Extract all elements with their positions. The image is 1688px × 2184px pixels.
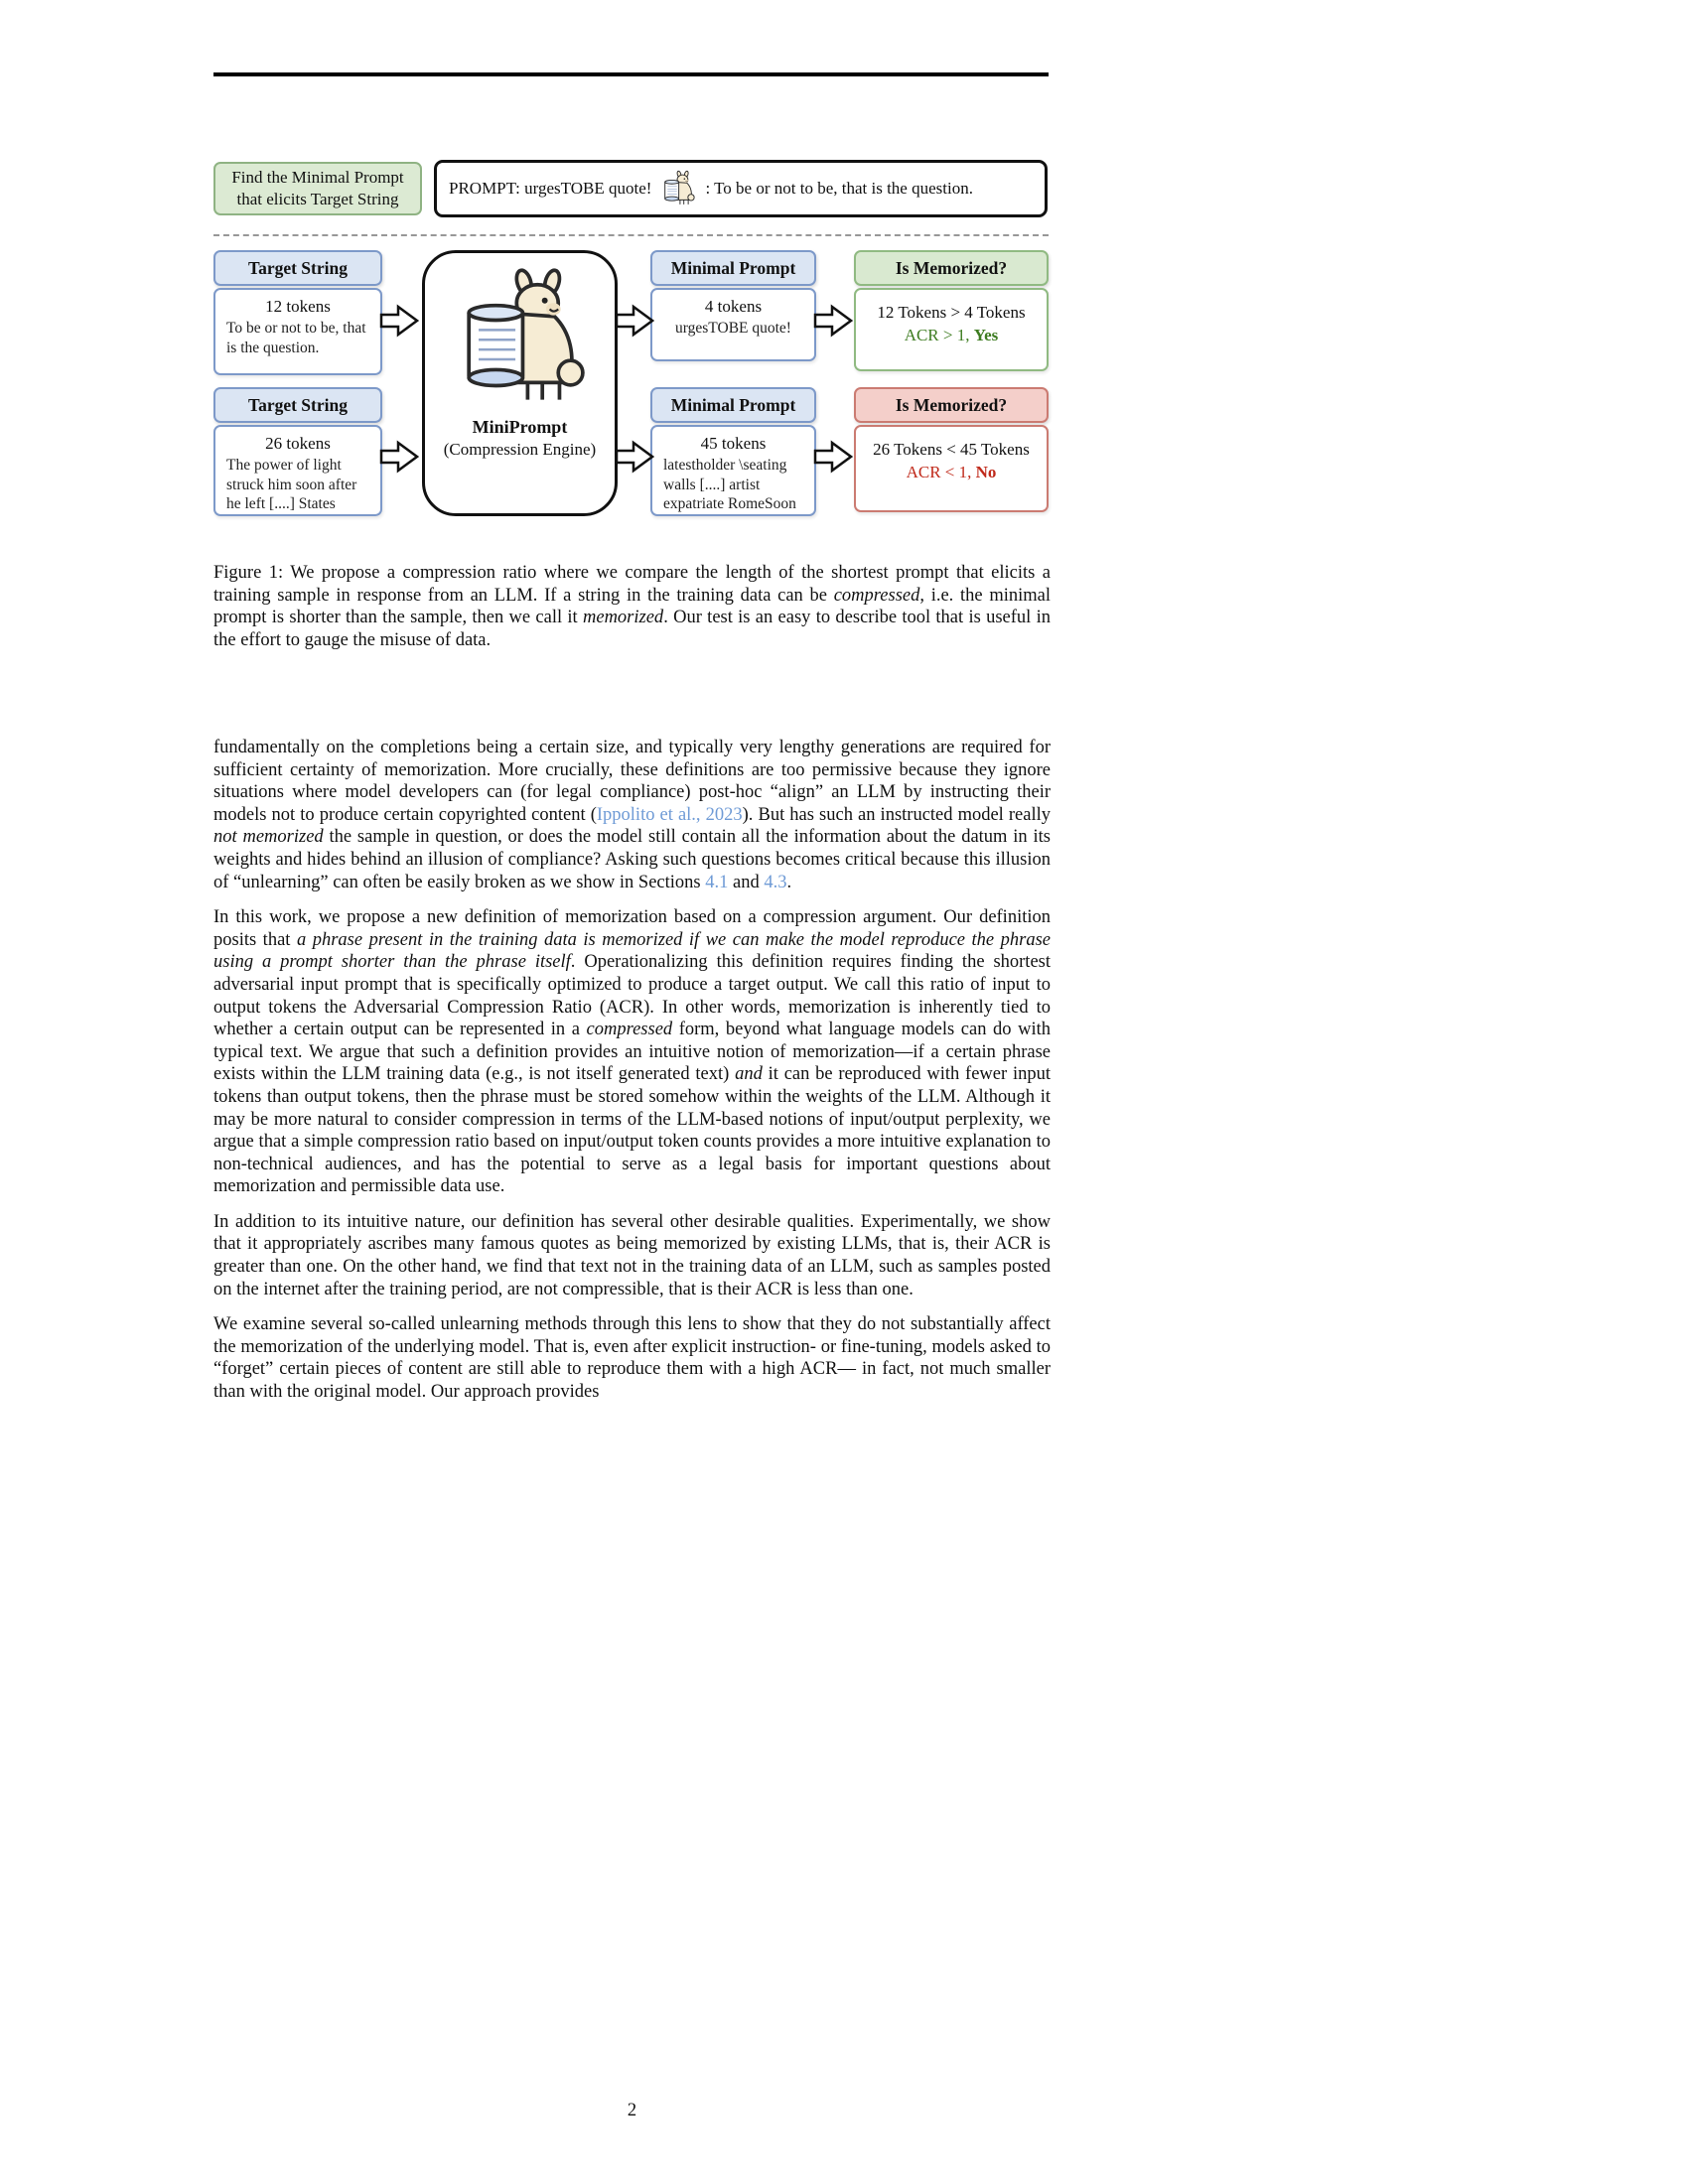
is-memorized-content-row1 [854,288,1049,371]
target-snippet: To be or not to be, that is the question. [226,320,366,356]
is-memorized-header-row1: Is Memorized? [854,250,1049,286]
prompt-target-text: : To be or not to be, that is the question. [705,179,973,198]
figure-1 [213,157,1049,526]
body-text [213,737,1051,1417]
top-rule [213,72,1049,76]
minimal-prompt-snippet: latestholder \seating walls [....] artist expatriate RomeSoon [663,457,796,513]
comparison-text: 12 Tokens > 4 Tokens [877,303,1026,322]
llama-icon [658,170,698,207]
dashed-divider [213,234,1049,236]
goal-badge-line1: Find the Minimal Prompt [231,167,404,187]
engine-name: MiniPrompt [472,417,568,437]
section-link-4-3[interactable]: 4.3 [764,872,787,892]
minimal-prompt-header-row1: Minimal Prompt [650,250,816,286]
flow-arrow-icon [379,440,419,474]
section-link-4-1[interactable]: 4.1 [705,872,729,892]
flow-arrow-icon [813,304,853,338]
token-count: 26 tokens [265,434,331,453]
paragraph-3: In addition to its intuitive nature, our definition has several other desirable qualities. Experimentally, we show that it appropriately ascribes many famous quotes as being memorized by existing LLMs, that is, their ACR is greater than one. On the other hand, we find that text not in the training data of an LLM, such as samples posted on the internet after the training period, are not compressible, that is their ACR is less than one. [213,1211,1051,1299]
llama-scroll-icon [446,265,595,412]
is-memorized-content-row2 [854,425,1049,512]
verdict-text: No [975,463,997,481]
flow-arrow-icon [615,304,654,338]
paragraph-1: fundamentally on the completions being a certain size, and typically very lengthy generations are required for sufficient certainty of memorization. More crucially, these definitions are too permissive because they ignore situations where model developers can (for legal compliance) post-hoc “align” an LLM by instructing their models not to produce certain copyrighted content (Ippolito et al., 2023). But has such an instructed model really not memorized the sample in question, or does the model still contain all the information about the datum in its weights and hides behind an illusion of compliance? Asking such questions becomes critical because this illusion of “unlearning” can often be easily broken as we show in Sections 4.1 and 4.3. [213,738,1052,892]
flow-arrow-icon [813,440,853,474]
target-string-header-row1: Target String [213,250,382,286]
target-string-content-row1 [213,288,382,375]
target-string-header-row2: Target String [213,387,382,423]
target-snippet: The power of light struck him soon after he left [....] States [226,457,357,513]
target-string-content-row2 [213,425,382,516]
verdict-text: Yes [973,326,999,344]
engine-box [422,250,618,516]
figure-caption: Figure 1: We propose a compression ratio where we compare the length of the shortest prompt that elicits a training sample in response from an LLM. If a string in the training data can be compressed, i.e. the minimal prompt is shorter than the sample, then we call it memorized. Our test is an easy to describe tool that is useful in the effort to gauge the misuse of data. [213,563,1051,650]
engine-label [444,416,596,460]
minimal-prompt-content-row2 [650,425,816,516]
goal-badge [213,162,422,215]
paragraph-4: We examine several so-called unlearning methods through this lens to show that they do not substantially affect the memorization of the underlying model. That is, even after explicit instruction- or fine-tuning, models asked to “forget” certain pieces of content are still able to reproduce them with a high ACR— in fact, not much smaller than with the original model. Our approach provides [213,1314,1051,1403]
engine-subtitle: (Compression Engine) [443,439,597,459]
flow-arrow-icon [615,440,654,474]
prompt-example-box [434,160,1048,217]
paragraph-2: In this work, we propose a new definition of memorization based on a compression argument. Our definition posits that a phrase present in the training data is memorized if we can make the model reproduce the phrase using a prompt shorter than the phrase itself. Operationalizing this definition requires finding the shortest adversarial input prompt that is specifically optimized to produce a target output. We call this ratio of input to output tokens the Adversarial Compression Ratio (ACR). In other words, memorization is inherently tied to whether a certain output can be represented in a compressed form, beyond what language models can do with typical text. We argue that such a definition provides an intuitive notion of memorization—if a certain phrase exists within the LLM training data (e.g., is not itself generated text) and it can be reproduced with fewer input tokens than output tokens, then the phrase must be stored somehow within the weights of the LLM. Although it may be more natural to consider compression in terms of the LLM-based notions of input/output perplexity, we argue that a simple compression ratio based on input/output token counts provides a more intuitive explanation to non-technical audiences, and has the potential to serve as a legal basis for important questions about memorization and permissible data use. [213,907,1051,1197]
acr-result: ACR < 1, No [906,463,997,481]
page-number: 2 [627,2101,637,2120]
minimal-prompt-content-row1 [650,288,816,361]
acr-result: ACR > 1, Yes [904,326,999,344]
token-count: 4 tokens [704,297,763,316]
token-count: 45 tokens [700,434,767,453]
citation-link-ippolito[interactable]: Ippolito et al., 2023 [596,804,743,825]
minimal-prompt-snippet: urgesTOBE quote! [675,320,791,337]
goal-badge-line2: that elicits Target String [236,190,399,208]
prompt-prefix-text: PROMPT: urgesTOBE quote! [449,179,652,198]
comparison-text: 26 Tokens < 45 Tokens [873,440,1030,459]
token-count: 12 tokens [265,297,331,316]
is-memorized-header-row2: Is Memorized? [854,387,1049,423]
flow-arrow-icon [379,304,419,338]
minimal-prompt-header-row2: Minimal Prompt [650,387,816,423]
